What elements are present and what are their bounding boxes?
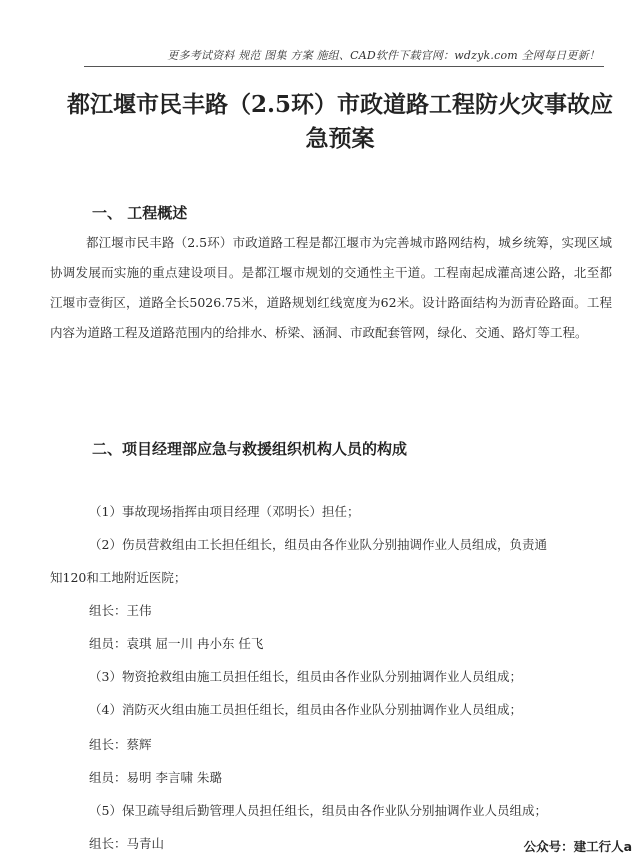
overview-paragraph: 都江堰市民丰路（2.5环）市政道路工程是都江堰市为完善城市路网结构，城乡统筹，实现区域协调发展而实施的重点建设项目。是都江堰市规划的交通性主干道。工程南起成灌高速公路，北至都江堰市壹街区，道路全长5026.75米，道路规划红线宽度为62米。设计路面结构为沥青砼路面。工程内容为道路工程及道路范围内的给排水、桥梁、涵洞、市政配套管网，绿化、交通、路灯等工程。 <box>50 235 612 340</box>
footer-watermark-tag: 公众号：建工行人a <box>523 839 632 854</box>
org-item-4: （4）消防灭火组由施工员担任组长，组员由各作业队分别抽调作业人员组成； <box>89 702 522 717</box>
security-group-leader: 组长：马青山 <box>89 836 165 851</box>
org-item-2-line-1: （2）伤员营救组由工长担任组长，组员由各作业队分别抽调作业人员组成，负责通 <box>89 537 547 552</box>
section-heading-organization: 二、项目经理部应急与救援组织机构人员的构成 <box>92 440 408 458</box>
header-divider <box>84 66 604 67</box>
rescue-group-members: 组员：袁琪 屈一川 冉小东 任飞 <box>89 636 264 651</box>
firefighting-group-leader: 组长：蔡辉 <box>89 737 152 752</box>
org-item-1: （1）事故现场指挥由项目经理（邓明长）担任； <box>89 504 360 519</box>
firefighting-group-members: 组员：易明 李言啸 朱璐 <box>89 770 222 785</box>
org-item-2-line-2: 知120和工地附近医院； <box>50 570 187 585</box>
section-heading-overview: 一、 工程概述 <box>92 204 188 222</box>
rescue-group-leader: 组长：王伟 <box>89 603 152 618</box>
document-title: 都江堰市民丰路（2.5环）市政道路工程防火灾事故应急预案 <box>66 91 613 152</box>
org-item-3: （3）物资抢救组由施工员担任组长，组员由各作业队分别抽调作业人员组成； <box>89 669 522 684</box>
org-item-5: （5）保卫疏导组后勤管理人员担任组长，组员由各作业队分别抽调作业人员组成； <box>89 803 547 818</box>
header-note: 更多考试资料 规范 图集 方案 施组、CAD软件下载官网：wdzyk.com 全网每日更新！ <box>167 49 600 62</box>
